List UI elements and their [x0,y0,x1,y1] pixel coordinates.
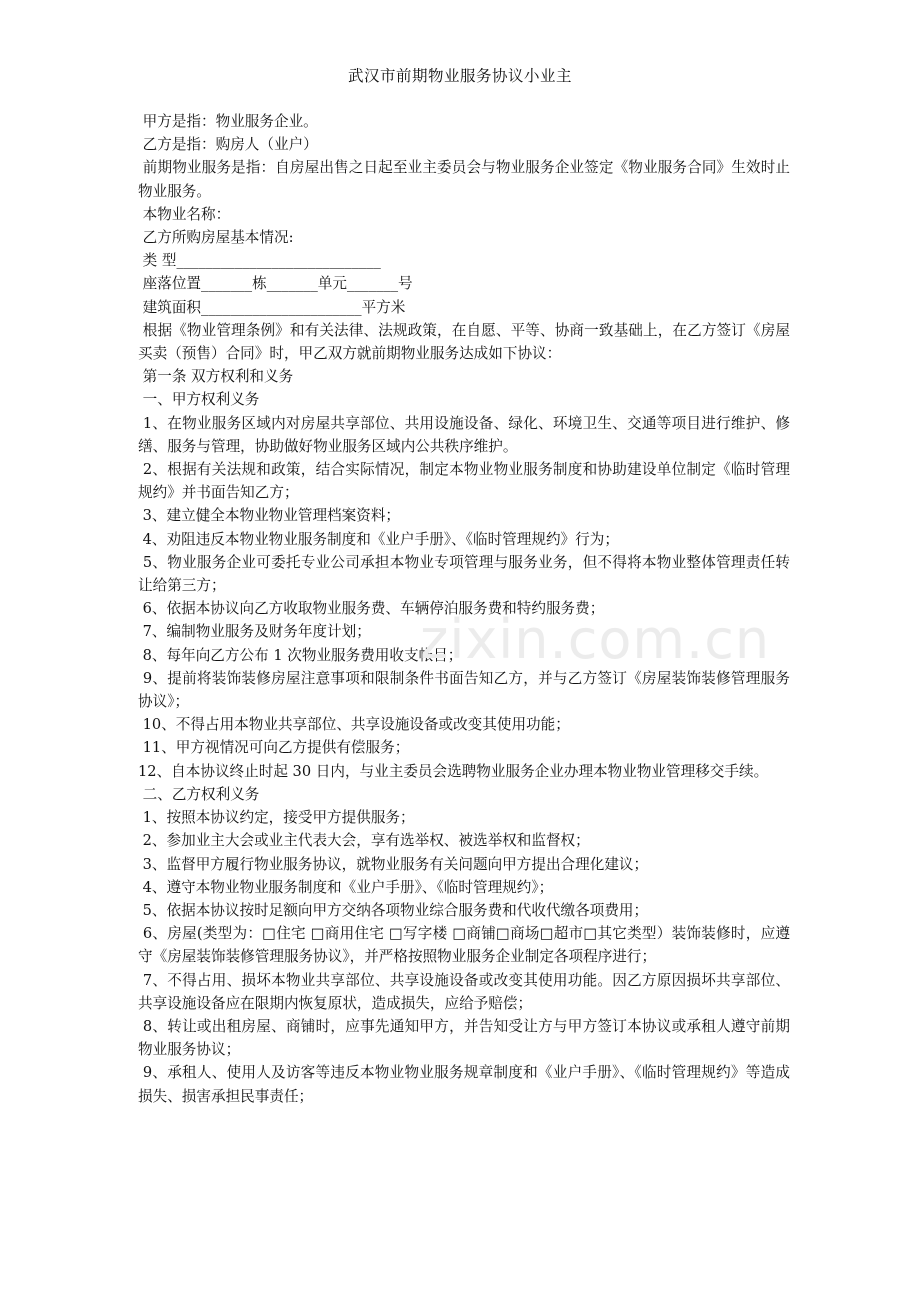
paragraph: 1、在物业服务区域内对房屋共享部位、共用设施设备、绿化、环境卫生、交通等项目进行维护、修缮、服务与管理，协助做好物业服务区域内公共秩序维护。 [138,414,791,455]
section-heading: 第一条 双方权利和义务 [138,368,294,386]
paragraph: 5、物业服务企业可委托专业公司承担本物业专项管理与服务业务，但不得将本物业整体管理责任转让给第三方； [138,553,791,595]
paragraph: 7、编制物业服务及财务年度计划； [138,623,371,641]
paragraph: 4、劝阻违反本物业物业服务制度和《业户手册》、《临时管理规约》行为； [138,530,619,548]
paragraph: 前期物业服务是指：自房屋出售之日起至业主委员会与物业服务企业签定《物业服务合同》生效时止物业服务。 [138,159,790,200]
paragraph: 根据《物业管理条例》和有关法律、法规政策，在自愿、平等、协商一致基础上，在乙方签订《房屋买卖（预售）合同》时，甲乙双方就前期物业服务达成如下协议： [138,321,790,363]
paragraph: 9、提前将装饰装修房屋注意事项和限制条件书面告知乙方，并与乙方签订《房屋装饰装修管理服务协议》； [138,669,791,711]
paragraph: 12、自本协议终止时起 30 日内，与业主委员会选聘物业服务企业办理本物业物业管理移交手续。 [138,762,769,780]
paragraph: 6、依据本协议向乙方收取物业服务费、车辆停泊服务费和特约服务费； [138,600,605,618]
paragraph: 2、根据有关法规和政策，结合实际情况，制定本物业物业服务制度和协助建设单位制定《临时管理规约》并书面告知乙方； [138,461,791,502]
paragraph: 5、依据本协议按时足额向甲方交纳各项物业综合服务费和代收代缴各项费用； [138,901,649,919]
paragraph: 本物业名称： [138,205,231,223]
paragraph: 类 型____________________________ [138,252,381,270]
paragraph: 11、甲方视情况可向乙方提供有偿服务； [138,739,410,757]
subsection-heading: 二、乙方权利义务 [138,785,260,803]
paragraph: 8、每年向乙方公布 1 次物业服务费用收支帐目； [138,646,463,664]
paragraph: 乙方是指：购房人（业户） [138,136,318,154]
paragraph: 1、按照本协议约定，接受甲方提供服务； [138,809,415,827]
paragraph: 4、遵守本物业物业服务制度和《业户手册》、《临时管理规约》； [138,878,554,896]
document-title: 武汉市前期物业服务协议小业主 [347,67,572,85]
paragraph: 10、不得占用本物业共享部位、共享设施设备或改变其使用功能； [138,716,570,734]
paragraph: 7、不得占用、损坏本物业共享部位、共享设施设备或改变其使用功能。因乙方原因损坏共享部位、共享设施设备应在限期内恢复原状，造成损失，应给予赔偿； [138,971,791,1012]
paragraph: 乙方所购房屋基本情况: [138,229,294,247]
paragraph: 建筑面积______________________平方米 [138,298,406,316]
subsection-heading: 一、甲方权利义务 [138,391,260,409]
paragraph: 8、转让或出租房屋、商铺时，应事先通知甲方，并告知受让方与甲方签订本协议或承租人遵守前期物业服务协议； [138,1017,791,1059]
paragraph: 9、承租人、使用人及访客等违反本物业物业服务规章制度和《业户手册》、《临时管理规约》等造成损失、损害承担民事责任； [138,1064,790,1105]
paragraph: 3、建立健全本物业物业管理档案资料； [138,507,401,525]
watermark: zixin.com.cn [420,608,771,671]
paragraph: 座落位置_______栋_______单元_______号 [138,275,413,293]
paragraph: 6、房屋(类型为：□住宅 □商用住宅 □写字楼 □商铺□商场□超市□其它类型）装饰装修时，应遵守《房屋装饰装修管理服务协议》，并严格按照物业服务企业制定各项程序进行； [138,925,791,966]
paragraph: 2、参加业主大会或业主代表大会，享有选举权、被选举权和监督权； [138,832,590,850]
paragraph: 3、监督甲方履行物业服务协议，就物业服务有关问题向甲方提出合理化建议； [138,855,649,873]
document-body [138,110,790,1108]
paragraph: 甲方是指：物业服务企业。 [138,113,318,130]
